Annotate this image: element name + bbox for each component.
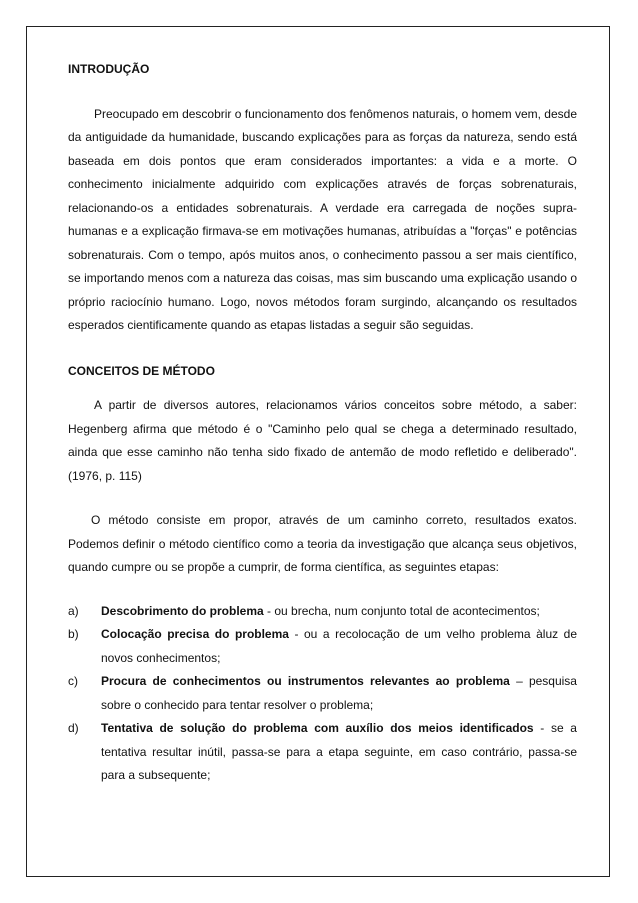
- step-title: Procura de conhecimentos ou instrumentos relevantes ao problema: [101, 674, 510, 688]
- introduction-heading: INTRODUÇÃO: [68, 62, 150, 76]
- method-step: [68, 670, 577, 717]
- concepts-paragraph-2: O método consiste em propor, através de um caminho correto, resultados exatos. Podemos definir o método científico como a teoria da investigação que alcança seus objetivos, quando cumpre ou se propõe a cumprir, de forma científica, as seguintes etapas:: [68, 513, 577, 574]
- step-text: - ou a recolocação de um velho problema àluz de novos conhecimentos;: [101, 627, 578, 665]
- method-step: [68, 623, 577, 670]
- step-marker: d): [68, 721, 79, 735]
- step-marker: a): [68, 603, 79, 618]
- step-title: Tentativa de solução do problema com auxílio dos meios identificados: [101, 721, 534, 735]
- concepts-heading: CONCEITOS DE MÉTODO: [68, 363, 215, 378]
- step-title: Descobrimento do problema: [101, 603, 264, 618]
- step-text: - ou brecha, num conjunto total de acontecimentos;: [263, 603, 540, 618]
- step-title: Colocação precisa do problema: [101, 627, 289, 641]
- method-step: [68, 600, 577, 624]
- method-step: [68, 717, 577, 788]
- step-marker: b): [68, 627, 79, 641]
- step-marker: c): [68, 674, 78, 688]
- introduction-paragraph: Preocupado em descobrir o funcionamento dos fenômenos naturais, o homem vem, desde da antiguidade da humanidade, buscando explicações para as forças da natureza, sendo está baseada em dois pontos que eram considerados importantes: a vida e a morte. O conhecimento inicialmente adquirido com explicações através de forças sobrenaturais, relacionando-os a entidades sobrenaturais. A verdade era carregada de noções supra-humanas e a explicação firmava-se em motivações humanas, atribuídas a "forças" e potências sobrenaturais. Com o tempo, após muitos anos, o conhecimento passou a ser mais científico, se importando menos com a natureza das coisas, mas sim buscando uma explicação usando o próprio raciocínio humano. Logo, novos métodos foram surgindo, alcançando os resultados esperados cientificamente quando as etapas listadas a seguir são seguidas.: [68, 106, 577, 332]
- method-steps-list: [68, 600, 577, 788]
- step-text: - se a tentativa resultar inútil, passa-se para a etapa seguinte, em caso contrário, passa-se para a subsequente;: [101, 721, 577, 782]
- document-body: [68, 58, 577, 788]
- step-text: – pesquisa sobre o conhecido para tentar resolver o problema;: [101, 674, 577, 712]
- concepts-paragraph-1: A partir de diversos autores, relacionamos vários conceitos sobre método, a saber: Hegenberg afirma que método é o "Caminho pelo qual se chega a determinado resultado, ainda que esse caminho não tenha sido fixado de antemão de modo refletido e deliberado". (1976, p. 115): [68, 398, 577, 483]
